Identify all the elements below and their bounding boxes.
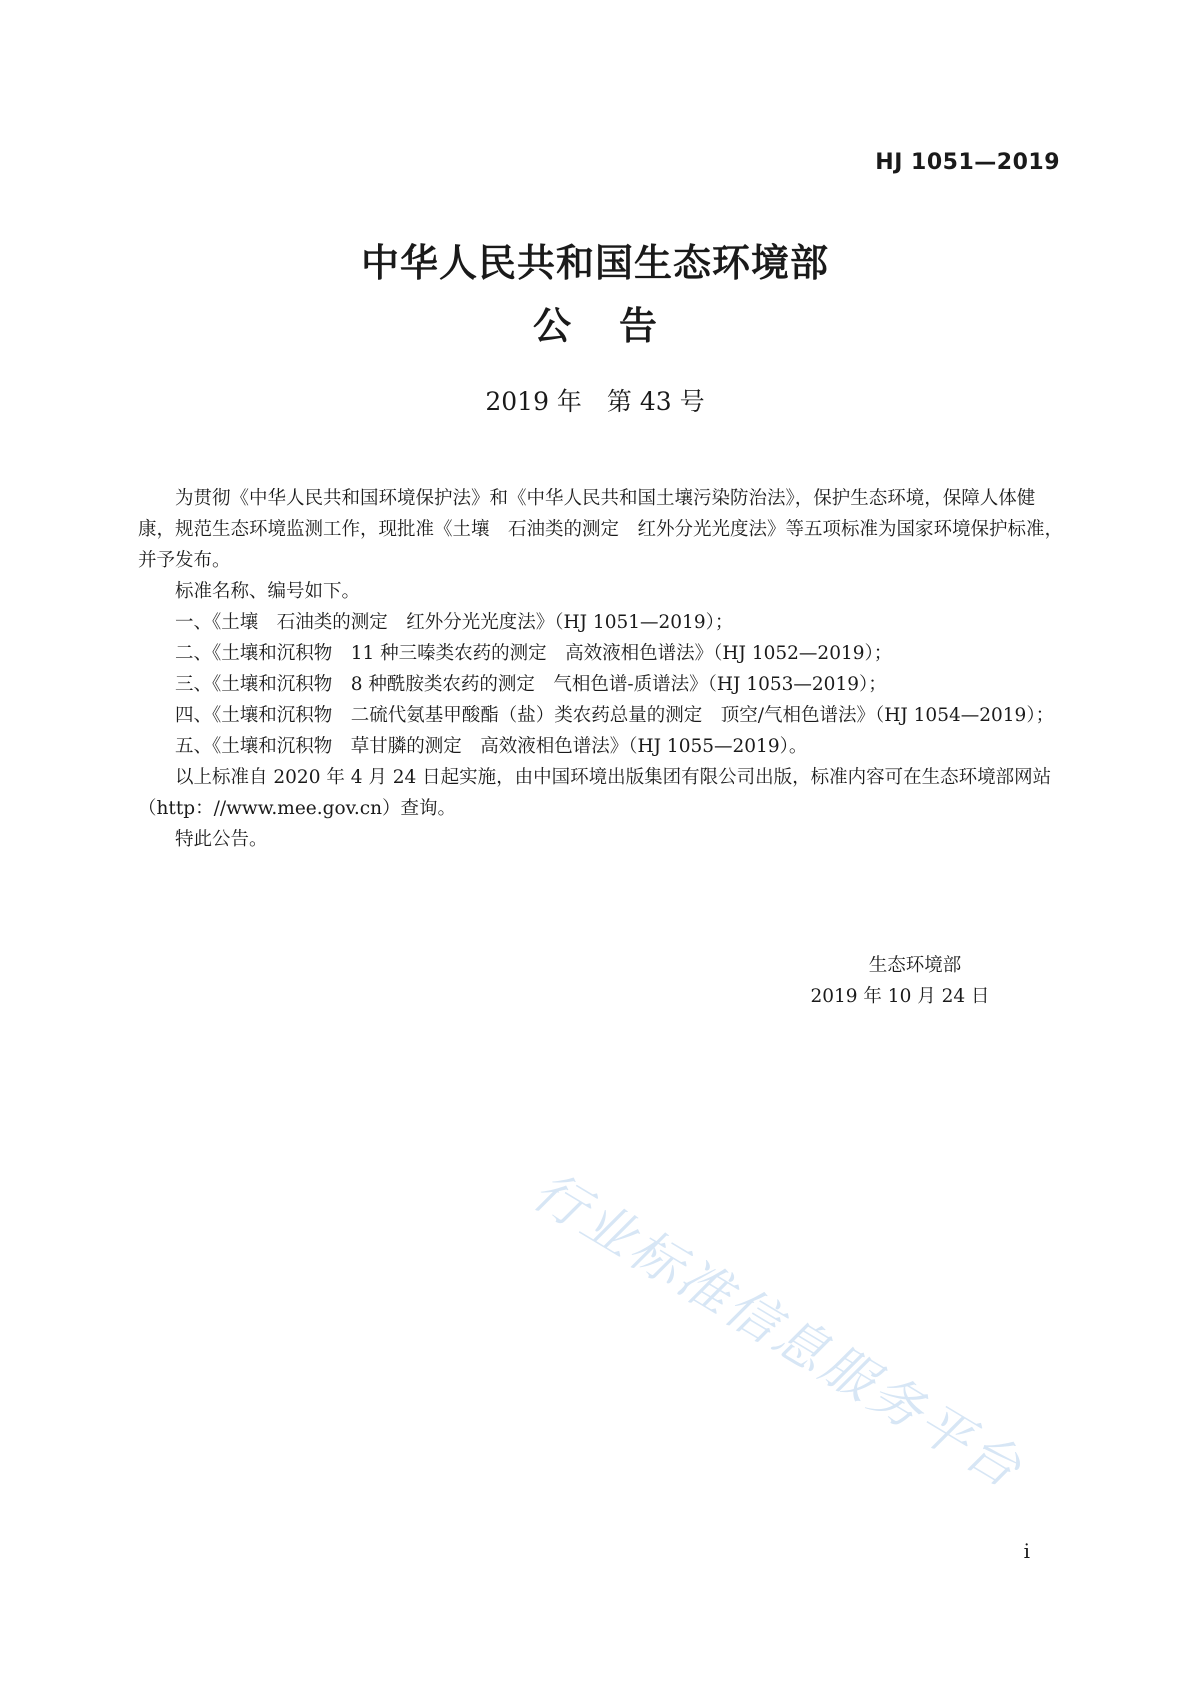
standard-item-2: 二、《土壤和沉积物 11 种三嗪类农药的测定 高效液相色谱法》（HJ 1052—2019）； — [175, 643, 893, 664]
announcement-body — [138, 483, 1063, 855]
standard-item-5: 五、《土壤和沉积物 草甘膦的测定 高效液相色谱法》（HJ 1055—2019）。 — [175, 736, 808, 757]
signature-department: 生态环境部 — [868, 955, 962, 976]
body-paragraph-list-intro: 标准名称、编号如下。 — [175, 581, 361, 602]
body-paragraph-effective-date: 以上标准自 2020 年 4 月 24 日起实施，由中国环境出版集团有限公司出版，标准内容可在生态环境部网站（http：//www.mee.gov.cn）查询。 — [138, 767, 1052, 819]
standard-item-3: 三、《土壤和沉积物 8 种酰胺类农药的测定 气相色谱-质谱法》（HJ 1053—2019）； — [175, 674, 887, 695]
standard-item-4: 四、《土壤和沉积物 二硫代氨基甲酸酯（盐）类农药总量的测定 顶空/气相色谱法》（HJ 1054—2019）； — [175, 705, 1055, 726]
watermark: 行业标准信息服务平台 — [522, 1161, 1034, 1502]
announcement-title: 中华人民共和国生态环境部 — [360, 241, 829, 285]
standard-code: HJ 1051—2019 — [875, 150, 1060, 175]
signature-date: 2019 年 10 月 24 日 — [810, 986, 990, 1007]
standard-item-1: 一、《土壤 石油类的测定 红外分光光度法》（HJ 1051—2019）； — [175, 612, 734, 633]
announcement-issue-number: 2019 年 第 43 号 — [485, 387, 705, 416]
signature-block — [780, 950, 1020, 1012]
body-paragraph-intro: 为贯彻《中华人民共和国环境保护法》和《中华人民共和国土壤污染防治法》，保护生态环境，保障人体健康，规范生态环境监测工作，现批准《土壤 石油类的测定 红外分光光度法》等五项标准为国家环境保护标准，并予发布。 — [138, 488, 1064, 571]
page-number: i — [1023, 1539, 1030, 1563]
body-paragraph-closing: 特此公告。 — [175, 829, 268, 850]
announcement-subtitle: 公告 — [532, 304, 705, 348]
